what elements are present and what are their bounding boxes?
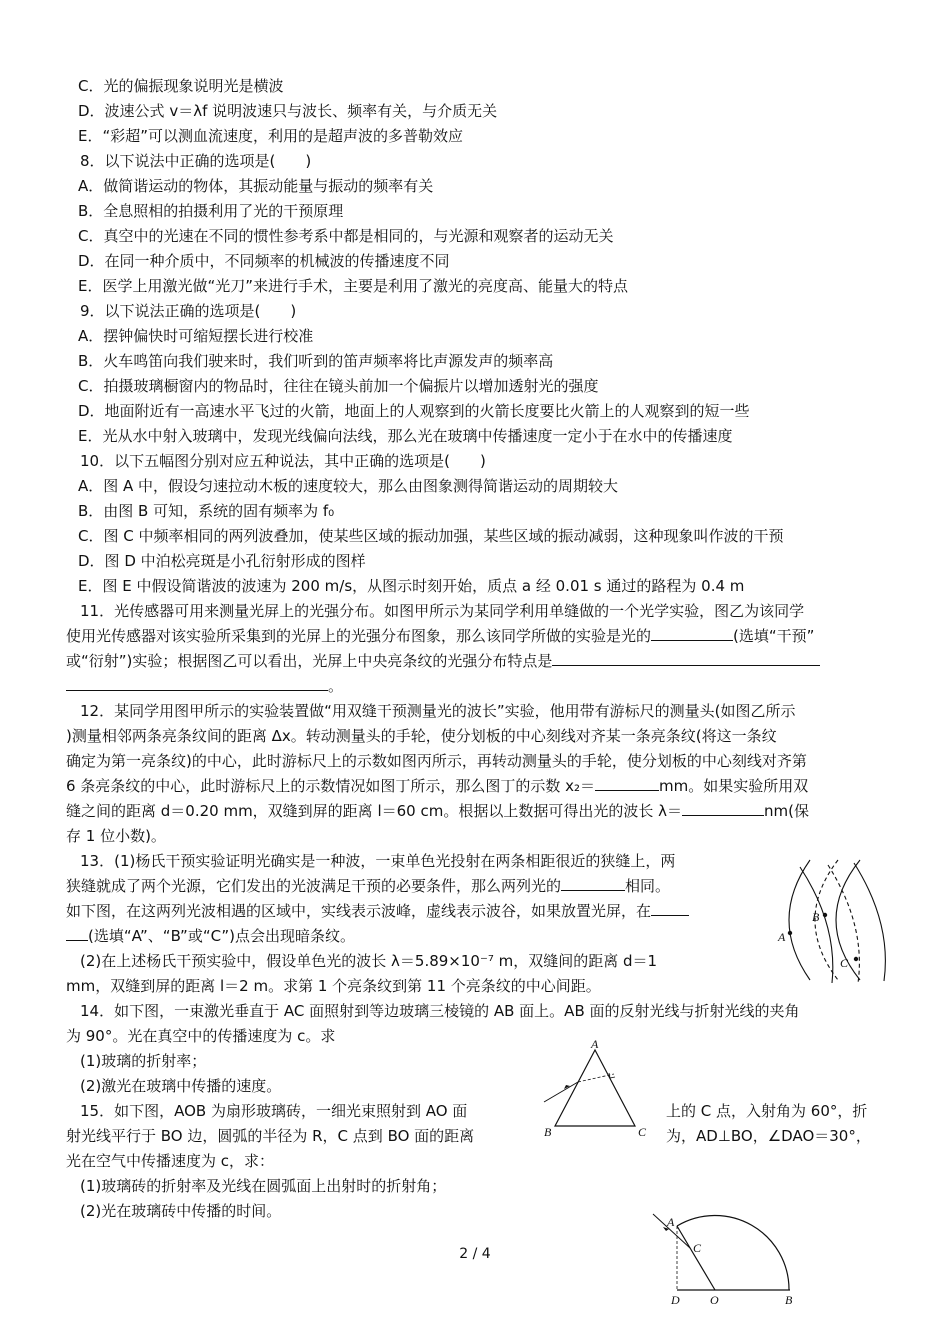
q8-option-e: E．医学上用激光做“光刀”来进行手术，主要是利用了激光的亮度高、能量大的特点 xyxy=(78,277,629,295)
q11-line2-text: 使用光传感器对该实验所采集到的光屏上的光强分布图象，那么该同学所做的实验是光的 xyxy=(66,627,652,645)
q13-line1: 13．(1)杨氏干预实验证明光确实是一种波，一束单色光投射在两条相距很近的狭缝上，两 xyxy=(80,852,676,870)
q11-line2-tail: (选填“干预” xyxy=(733,627,815,645)
q15-label-d: D xyxy=(671,1293,680,1307)
q10-option-d: D．图 D 中泊松亮斑是小孔衍射形成的图样 xyxy=(78,552,366,570)
q15-label-a: A xyxy=(667,1215,675,1229)
q11-line4-tail: 。 xyxy=(328,677,344,695)
q9-option-a: A．摆钟偏快时可缩短摆长进行校准 xyxy=(78,327,314,345)
q11-line3-text: 或“衍射”)实验；根据图乙可以看出，光屏上中央亮条纹的光强分布特点是 xyxy=(66,652,553,670)
q14-line2: 为 90°。光在真空中的传播速度为 c。求 xyxy=(66,1027,336,1045)
point-c-dot xyxy=(854,957,858,961)
q13-blank-2[interactable] xyxy=(651,901,689,916)
page-number: 2 / 4 xyxy=(459,1246,491,1262)
q10-option-a: A．图 A 中，假设匀速拉动木板的速度较大，那么由图象测得简谐运动的周期较大 xyxy=(78,477,619,495)
q12-line5-text: 缝之间的距离 d＝0.20 mm，双缝到屏的距离 l＝60 cm。根据以上数据可得出光的波长 λ＝ xyxy=(66,802,682,820)
point-b-dot xyxy=(823,913,827,917)
q12-line4 xyxy=(66,776,808,796)
q12-line3: 确定为第一亮条纹)的中心，此时游标尺上的示数如图丙所示，再转动测量头的手轮，使分划板的中心刻线对齐第 xyxy=(66,752,807,770)
q13-line4-text: (选填“A”、“B”或“C”)点会出现暗条纹。 xyxy=(88,927,355,945)
q12-line1: 12．某同学用图甲所示的实验装置做“用双缝干预测量光的波长”实验，他用带有游标尺的测量头(如图乙所示 xyxy=(80,702,796,720)
q11-line4 xyxy=(66,676,343,696)
q14-line3: (1)玻璃的折射率； xyxy=(80,1052,207,1070)
q15-label-c: C xyxy=(693,1241,702,1255)
q12-line5-tail: nm(保 xyxy=(763,802,809,820)
right-angle-mark xyxy=(609,1073,615,1078)
q13-line2-text: 狭缝就成了两个光源，它们发出的光波满足干预的必要条件，那么两列光的 xyxy=(66,877,562,895)
q10-option-e: E．图 E 中假设简谐波的波速为 200 m/s，从图示时刻开始，质点 a 经 0.01 s 通过的路程为 0.4 m xyxy=(78,577,745,595)
point-a-dot xyxy=(788,931,792,935)
q12-blank-x2[interactable] xyxy=(595,776,659,791)
q15-line4: (1)玻璃砖的折射率及光线在圆弧面上出射时的折射角； xyxy=(80,1177,447,1195)
q14-prism-figure xyxy=(540,1040,660,1138)
q8-option-a: A．做简谐运动的物体，其振动能量与振动的频率有关 xyxy=(78,177,434,195)
refracted-ray xyxy=(578,1074,614,1082)
q15-line5: (2)光在玻璃砖中传播的时间。 xyxy=(80,1202,282,1220)
q13-line2-tail: 相同。 xyxy=(625,877,671,895)
q12-line5 xyxy=(66,801,809,821)
q15-label-b: B xyxy=(785,1293,793,1307)
q15-line2-right: 为，AD⊥BO，∠DAO＝30°， xyxy=(666,1127,871,1145)
q9-option-e: E．光从水中射入玻璃中，发现光线偏向法线，那么光在玻璃中传播速度一定小于在水中的传播速度 xyxy=(78,427,733,445)
q11-line3 xyxy=(66,651,820,671)
q11-blank-2[interactable] xyxy=(552,651,820,666)
q13-line2 xyxy=(66,876,670,896)
q14-line1: 14．如下图，一束激光垂直于 AC 面照射到等边玻璃三棱镜的 AB 面上。AB 面的反射光线与折射光线的夹角 xyxy=(80,1002,800,1020)
q13-line5: (2)在上述杨氏干预实验中，假设单色光的波长 λ＝5.89×10⁻⁷ m，双缝间的距离 d＝1 xyxy=(80,952,658,970)
q13-line4 xyxy=(66,926,355,946)
q14-label-a: A xyxy=(591,1040,599,1051)
wavefront-solid-4 xyxy=(854,863,885,981)
q13-wave-figure xyxy=(770,855,890,985)
q13-line3-text: 如下图，在这两列光波相遇的区域中，实线表示波峰，虚线表示波谷，如果放置光屏，在 xyxy=(66,902,652,920)
q12-line4-tail: mm。如果实验所用双 xyxy=(658,777,809,795)
q8-stem: 8．以下说法中正确的选项是( ) xyxy=(80,152,312,170)
q10-stem: 10．以下五幅图分别对应五种说法，其中正确的选项是( ) xyxy=(80,452,486,470)
q12-line2: )测量相邻两条亮条纹间的距离 Δx。转动测量头的手轮，使分划板的中心刻线对齐某一条亮条纹(将这一条纹 xyxy=(66,727,777,745)
q11-line1: 11．光传感器可用来测量光屏上的光强分布。如图甲所示为某同学利用单缝做的一个光学实验，图乙为该同学 xyxy=(80,602,805,620)
q10-option-c: C．图 C 中频率相同的两列波叠加，使某些区域的振动加强，某些区域的振动减弱，这种现象叫作波的干预 xyxy=(78,527,784,545)
q10-option-b: B．由图 B 可知，系统的固有频率为 f₀ xyxy=(78,502,335,520)
q9-stem: 9．以下说法正确的选项是( ) xyxy=(80,302,297,320)
q9-option-b: B．火车鸣笛向我们驶来时，我们听到的笛声频率将比声源发声的频率高 xyxy=(78,352,554,370)
q13-blank-2-cont[interactable] xyxy=(66,926,88,941)
q7-option-e: E．“彩超”可以测血流速度，利用的是超声波的多普勒效应 xyxy=(78,127,464,145)
q15-label-o: O xyxy=(710,1293,719,1307)
q9-option-c: C．拍摄玻璃橱窗内的物品时，往往在镜头前加一个偏振片以增加透射光的强度 xyxy=(78,377,599,395)
q12-line4-text: 6 条亮条纹的中心，此时游标尺上的示数情况如图丁所示，那么图丁的示数 x₂＝ xyxy=(66,777,595,795)
q8-option-d: D．在同一种介质中，不同频率的机械波的传播速度不同 xyxy=(78,252,450,270)
q13-blank-1[interactable] xyxy=(561,876,625,891)
q15-line2-left: 射光线平行于 BO 边，圆弧的半径为 R，C 点到 BO 面的距离 xyxy=(66,1127,475,1145)
q15-line3: 光在空气中传播速度为 c，求： xyxy=(66,1152,275,1170)
q8-option-b: B．全息照相的拍摄利用了光的干预原理 xyxy=(78,202,344,220)
q7-option-c: C．光的偏振现象说明光是横波 xyxy=(78,77,284,95)
q8-option-c: C．真空中的光速在不同的惯性参考系中都是相同的，与光源和观察者的运动无关 xyxy=(78,227,614,245)
q13-line3 xyxy=(66,901,689,921)
q11-blank-1[interactable] xyxy=(651,626,733,641)
q11-blank-2-cont[interactable] xyxy=(66,676,328,691)
q12-line6: 存 1 位小数)。 xyxy=(66,827,166,845)
q13-label-c: C xyxy=(840,956,849,970)
q13-line6: mm，双缝到屏的距离 l＝2 m。求第 1 个亮条纹到第 11 个亮条纹的中心间距。 xyxy=(66,977,601,995)
q9-option-d: D．地面附近有一高速水平飞过的火箭，地面上的人观察到的火箭长度要比火箭上的人观察到的短一些 xyxy=(78,402,750,420)
q14-line4: (2)激光在玻璃中传播的速度。 xyxy=(80,1077,282,1095)
q15-line1-left: 15．如下图，AOB 为扇形玻璃砖，一细光束照射到 AO 面 xyxy=(80,1102,468,1120)
q7-option-d: D．波速公式 v＝λf 说明波速只与波长、频率有关，与介质无关 xyxy=(78,102,498,120)
q14-label-b: B xyxy=(544,1125,552,1138)
q12-blank-lambda[interactable] xyxy=(682,801,764,816)
q14-label-c: C xyxy=(638,1125,647,1138)
q11-line2 xyxy=(66,626,814,646)
q13-label-b: B xyxy=(812,910,820,924)
q13-label-a: A xyxy=(778,930,786,944)
q15-line1-right: 上的 C 点，入射角为 60°，折 xyxy=(666,1102,868,1120)
